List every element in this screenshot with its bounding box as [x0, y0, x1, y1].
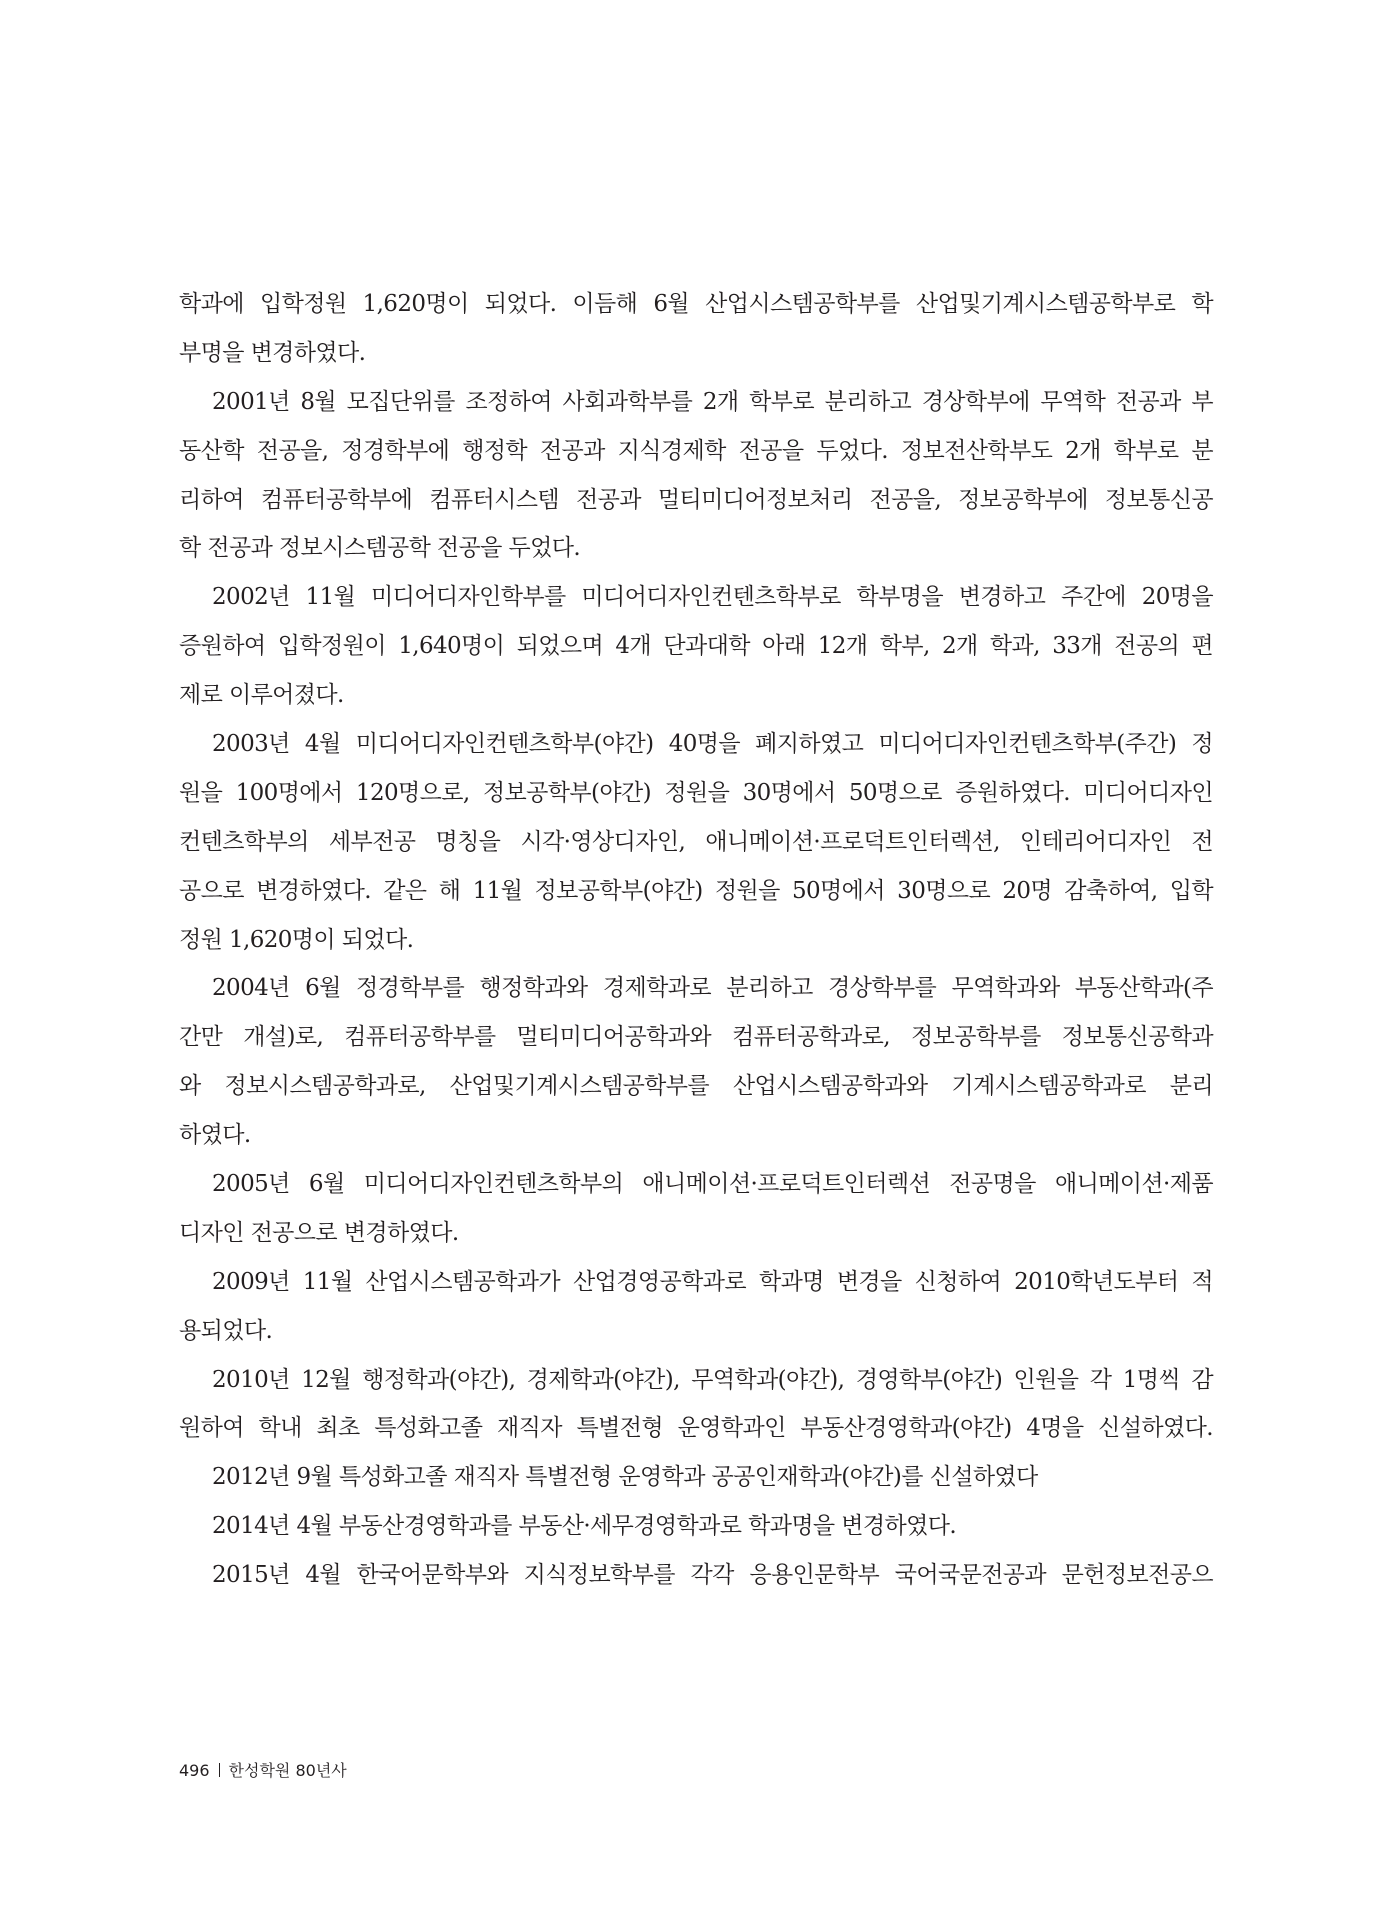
text-line: 부명을 변경하였다. — [179, 339, 366, 366]
text-line: 원을 100명에서 120명으로, 정보공학부(야간) 정원을 30명에서 50명으로 증원하였다. 미디어디자인 — [179, 779, 1213, 806]
text-line: 간만 개설)로, 컴퓨터공학부를 멀티미디어공학과와 컴퓨터공학과로, 정보공학부를 정보통신공학과 — [179, 1024, 1213, 1051]
text-line: 용되었다. — [179, 1317, 273, 1344]
footer-divider — [219, 1763, 220, 1777]
paragraph-start-line: 2009년 11월 산업시스템공학과가 산업경영공학과로 학과명 변경을 신청하여 2010학년도부터 적 — [212, 1268, 1213, 1295]
paragraph-start-line: 2010년 12월 행정학과(야간), 경제학과(야간), 무역학과(야간), 경영학부(야간) 인원을 각 1명씩 감 — [212, 1366, 1213, 1393]
text-line: 학 전공과 정보시스템공학 전공을 두었다. — [179, 535, 581, 562]
paragraph-start-line: 2004년 6월 정경학부를 행정학과와 경제학과로 분리하고 경상학부를 무역학과와 부동산학과(주 — [212, 975, 1213, 1002]
paragraph-start-line: 2003년 4월 미디어디자인컨텐츠학부(야간) 40명을 폐지하였고 미디어디자인컨텐츠학부(주간) 정 — [212, 731, 1213, 758]
text-line: 원하여 학내 최초 특성화고졸 재직자 특별전형 운영학과인 부동산경영학과(야간) 4명을 신설하였다. — [179, 1415, 1213, 1442]
text-line: 제로 이루어졌다. — [179, 682, 344, 709]
book-title: 한성학원 80년사 — [228, 1761, 347, 1780]
text-line: 학과에 입학정원 1,620명이 되었다. 이듬해 6월 산업시스템공학부를 산업및기계시스템공학부로 학 — [179, 291, 1213, 317]
text-line: 증원하여 입학정원이 1,640명이 되었으며 4개 단과대학 아래 12개 학부, 2개 학과, 33개 전공의 편 — [179, 633, 1213, 660]
paragraph-start-line: 2001년 8월 모집단위를 조정하여 사회과학부를 2개 학부로 분리하고 경상학부에 무역학 전공과 부 — [212, 388, 1213, 415]
page-footer — [179, 1758, 347, 1781]
paragraph-start-line: 2014년 4월 부동산경영학과를 부동산·세무경영학과로 학과명을 변경하였다. — [212, 1513, 957, 1540]
body-text — [179, 280, 1213, 1600]
paragraph-start-line: 2002년 11월 미디어디자인학부를 미디어디자인컨텐츠학부로 학부명을 변경하고 주간에 20명을 — [212, 584, 1213, 611]
paragraph-start-line: 2015년 4월 한국어문학부와 지식정보학부를 각각 응용인문학부 국어국문전공과 문헌정보전공으 — [212, 1562, 1213, 1589]
text-line: 리하여 컴퓨터공학부에 컴퓨터시스템 전공과 멀티미디어정보처리 전공을, 정보공학부에 정보통신공 — [179, 486, 1213, 513]
text-line: 하였다. — [179, 1122, 251, 1149]
paragraph-start-line: 2005년 6월 미디어디자인컨텐츠학부의 애니메이션·프로덕트인터렉션 전공명을 애니메이션·제품 — [212, 1171, 1213, 1198]
paragraph-start-line: 2012년 9월 특성화고졸 재직자 특별전형 운영학과 공공인재학과(야간)를 신설하였다 — [212, 1464, 1038, 1491]
text-line: 공으로 변경하였다. 같은 해 11월 정보공학부(야간) 정원을 50명에서 30명으로 20명 감축하여, 입학 — [179, 877, 1213, 904]
page-number: 496 — [179, 1761, 210, 1780]
text-line: 와 정보시스템공학과로, 산업및기계시스템공학부를 산업시스템공학과와 기계시스템공학과로 분리 — [179, 1073, 1213, 1100]
text-line: 정원 1,620명이 되었다. — [179, 926, 414, 953]
text-line: 컨텐츠학부의 세부전공 명칭을 시각·영상디자인, 애니메이션·프로덕트인터렉션, 인테리어디자인 전 — [179, 828, 1213, 855]
text-line: 디자인 전공으로 변경하였다. — [179, 1219, 459, 1246]
text-line: 동산학 전공을, 정경학부에 행정학 전공과 지식경제학 전공을 두었다. 정보전산학부도 2개 학부로 분 — [179, 437, 1213, 464]
